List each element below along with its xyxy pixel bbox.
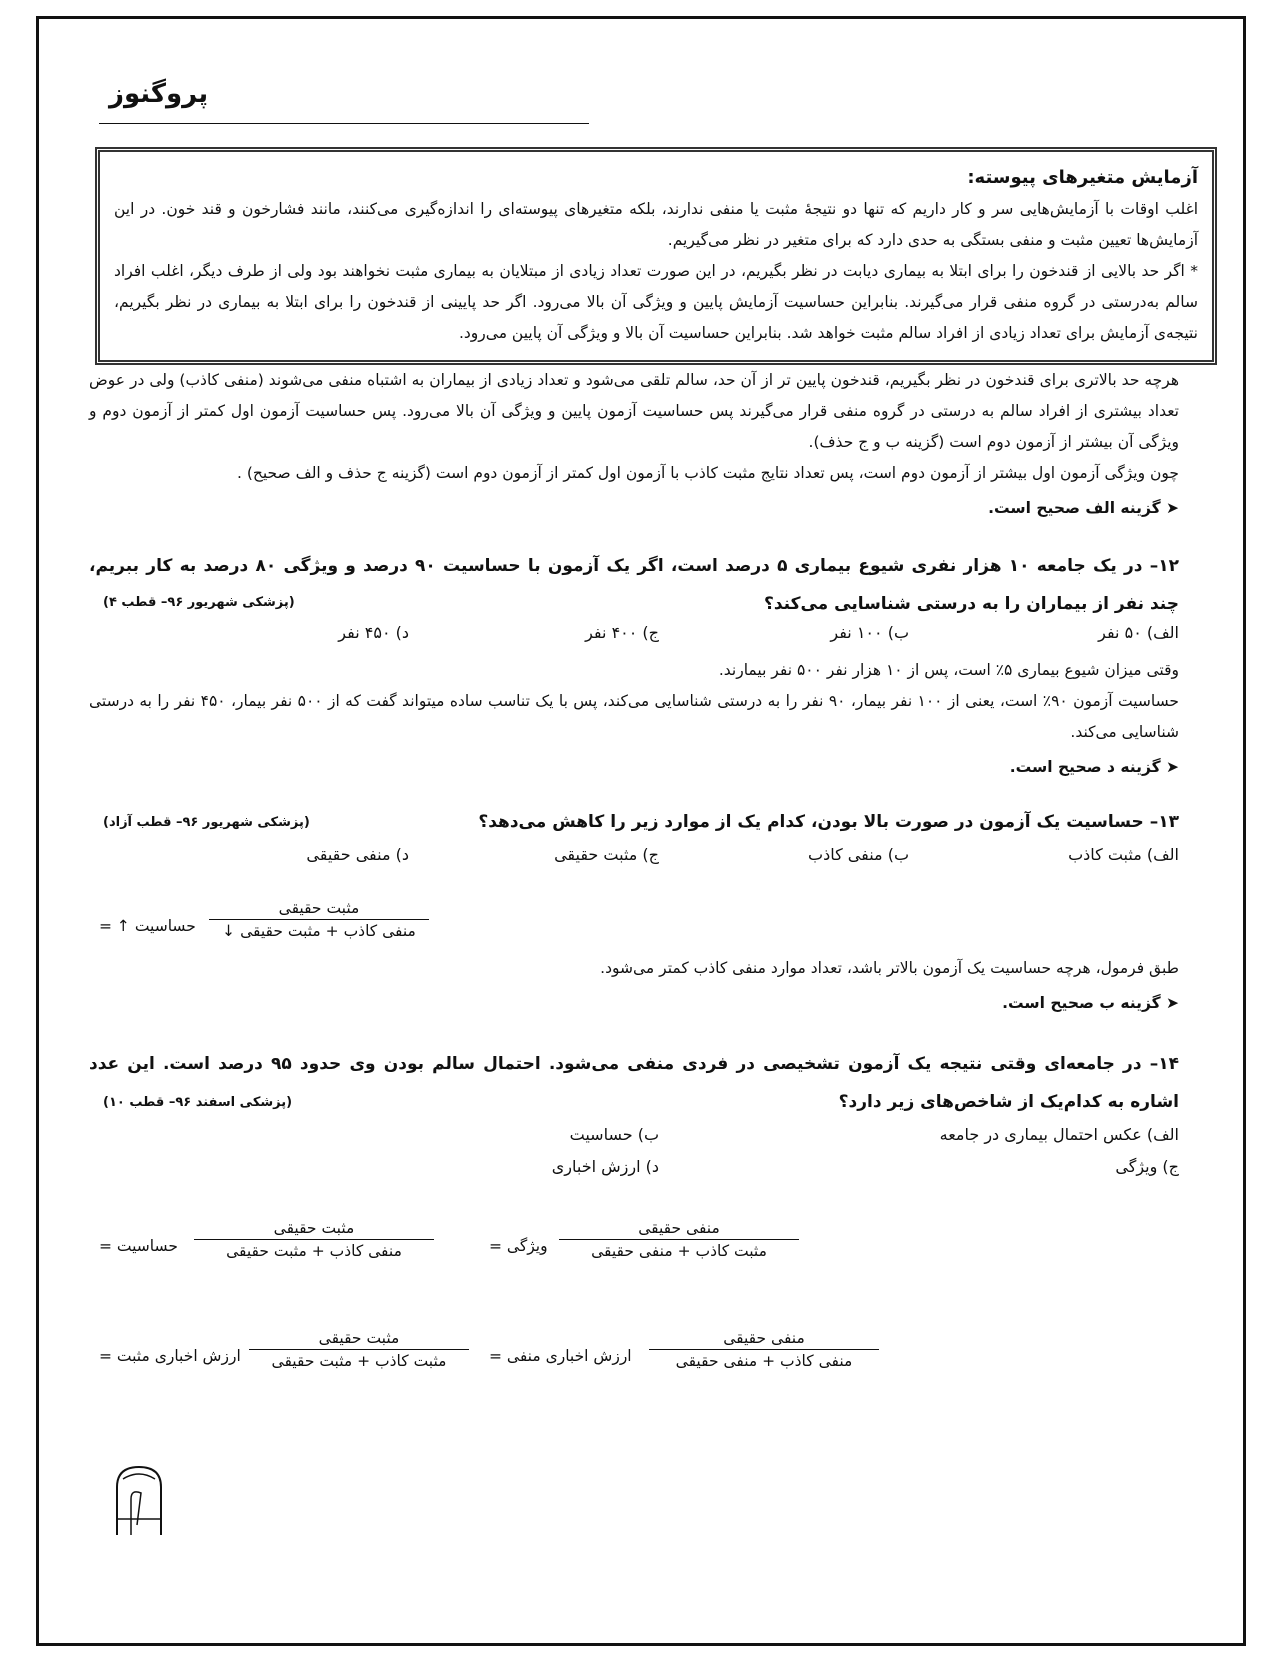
q13-option-c: ج) مثبت حقیقی — [554, 845, 659, 864]
box-paragraph-2: * اگر حد بالایی از قندخون را برای ابتلا به بیماری دیابت در نظر بگیریم، در این صورت تعداد زیادی از مبتلایان به بیماری مثبت نخواهند بود ولی از طرف دیگر، اغلب افراد سالم به‌درستی در گروه منفی قرار می‌گیرند. بنابراین حساسیت آزمایش پایین و ویژگی آن بالا می‌رود. اگر حد پایینی از قندخون را برای ابتلا به بیماری در نظر بگیریم، نتیجه‌ی آزمایش برای تعداد زیادی از افراد سالم مثبت خواهد شد. بنابراین حساسیت آن بالا و ویژگی آن پایین می‌رود. — [114, 262, 1198, 342]
q14-option-b: ب) حساسیت — [569, 1125, 659, 1144]
sensitivity-formula-13 — [99, 899, 439, 959]
q12-result: ➤ گزینه د صحیح است. — [1009, 758, 1179, 776]
answer-11-result: ➤ گزینه الف صحیح است. — [988, 499, 1179, 517]
fraction-numerator: مثبت حقیقی — [209, 899, 429, 920]
q14-option-a: الف) عکس احتمال بیماری در جامعه — [939, 1125, 1179, 1144]
question-13-source: (پزشکی شهریور ۹۶– قطب آزاد) — [103, 815, 310, 830]
q13-explanation: طبق فرمول، هرچه حساسیت یک آزمون بالاتر باشد، تعداد موارد منفی کاذب کمتر می‌شود. — [600, 959, 1179, 977]
fraction-denominator: مثبت کاذب + مثبت حقیقی — [271, 1352, 447, 1370]
q12-explanation-2: حساسیت آزمون ۹۰٪ است، یعنی از ۱۰۰ نفر بیمار، ۹۰ نفر را به درستی شناسایی می‌کند، پس با یک تناسب ساده میتواند گفت که از ۵۰۰ نفر بیمار، ۴۵۰ نفر را به درستی شناسایی می‌کند. — [89, 692, 1179, 741]
continuous-variable-box — [95, 147, 1217, 365]
answer-11-paragraph-1: هرچه حد بالاتری برای قندخون در نظر بگیریم، قندخون پایین تر از آن حد، سالم تلقی می‌شود و تعداد زیادی از بیماران به اشتباه منفی می‌شوند (منفی کاذب) ولی در عوض تعداد بیشتری از افراد سالم به درستی در گروه منفی قرار می‌گیرند پس حساسیت آزمون پایین و ویژگی آن بالا می‌رود. پس حساسیت آزمون اول کمتر از آزمون دوم و ویژگی آن بیشتر از آزمون دوم است (گزینه ب و ج حذف). — [89, 371, 1179, 451]
question-12-explanation — [89, 655, 1179, 783]
fraction — [249, 1329, 469, 1370]
fraction-denominator: منفی کاذب + مثبت حقیقی ↓ — [222, 922, 416, 940]
q14-option-c: ج) ویژگی — [1115, 1157, 1179, 1176]
handwritten-mark — [109, 1459, 169, 1539]
fraction — [209, 899, 429, 940]
q13-result: ➤ گزینه ب صحیح است. — [1002, 994, 1179, 1012]
negative-predictive-value-formula — [489, 1329, 909, 1389]
formula-label: ارزش اخباری منفی = — [489, 1347, 632, 1365]
q12-option-c: ج) ۴۰۰ نفر — [585, 623, 659, 642]
question-13-explanation — [89, 953, 1179, 1019]
answer-11 — [89, 365, 1179, 524]
question-14-source: (پزشکی اسفند ۹۶– قطب ۱۰) — [103, 1095, 293, 1110]
fraction — [559, 1219, 799, 1260]
question-12-source: (پزشکی شهریور ۹۶– قطب ۴) — [103, 595, 295, 610]
q13-option-d: د) منفی حقیقی — [306, 845, 409, 864]
fraction — [194, 1219, 434, 1260]
fraction — [649, 1329, 879, 1370]
fraction-denominator: منفی کاذب + مثبت حقیقی — [226, 1242, 402, 1260]
question-13-text: ۱۳– حساسیت یک آزمون در صورت بالا بودن، کدام یک از موارد زیر را کاهش می‌دهد؟ — [478, 812, 1179, 832]
box-paragraph-1: اغلب اوقات با آزمایش‌هایی سر و کار داریم که تنها دو نتیجهٔ مثبت یا منفی ندارند، بلکه متغیرهای پیوسته‌ای را اندازه‌گیری می‌کنند، مانند فشارخون و قند خون. در این آزمایش‌ها تعیین مثبت و منفی بستگی به حدی دارد که برای متغیر در نظر می‌گیریم. — [114, 200, 1198, 249]
fraction-denominator: منفی کاذب + منفی حقیقی — [675, 1352, 853, 1370]
positive-predictive-value-formula — [99, 1329, 479, 1389]
question-14-text: ۱۴– در جامعه‌ای وقتی نتیجه یک آزمون تشخیصی در فردی منفی می‌شود. احتمال سالم بودن وی حدود ۹۵ درصد است. این عدد اشاره به کدام‌یک از شاخص‌های زیر دارد؟ — [89, 1054, 1179, 1112]
formula-label: ویژگی = — [489, 1237, 548, 1255]
specificity-formula — [489, 1219, 829, 1279]
page — [36, 16, 1246, 1646]
fraction-numerator: مثبت حقیقی — [194, 1219, 434, 1240]
fraction-numerator: مثبت حقیقی — [249, 1329, 469, 1350]
logo: پروگنوز — [109, 79, 209, 109]
fraction-denominator: مثبت کاذب + منفی حقیقی — [591, 1242, 767, 1260]
question-12-options — [89, 623, 1179, 653]
fraction-numerator: منفی حقیقی — [559, 1219, 799, 1240]
q14-option-d: د) ارزش اخباری — [551, 1157, 659, 1176]
q12-explanation-1: وقتی میزان شیوع بیماری ۵٪ است، پس از ۱۰ هزار نفر ۵۰۰ نفر بیمارند. — [718, 661, 1179, 679]
question-14-options — [89, 1125, 1179, 1189]
formula-label: حساسیت ↑ = — [99, 917, 196, 935]
box-title: آزمایش متغیرهای پیوسته: — [967, 167, 1198, 188]
q13-option-b: ب) منفی کاذب — [808, 845, 909, 864]
question-13-options — [89, 845, 1179, 875]
formula-label: ارزش اخباری مثبت = — [99, 1347, 241, 1365]
q13-option-a: الف) مثبت کاذب — [1068, 845, 1179, 864]
q12-option-a: الف) ۵۰ نفر — [1098, 623, 1179, 642]
header-rule — [99, 123, 589, 124]
question-12-text: ۱۲– در یک جامعه ۱۰ هزار نفری شیوع بیماری ۵ درصد است، اگر یک آزمون با حساسیت ۹۰ درصد و ویژگی ۸۰ درصد به کار ببریم، چند نفر از بیماران را به درستی شناسایی می‌کند؟ — [89, 556, 1179, 614]
q12-option-b: ب) ۱۰۰ نفر — [830, 623, 909, 642]
formula-label: حساسیت = — [99, 1237, 178, 1255]
answer-11-paragraph-2: چون ویژگی آزمون اول بیشتر از آزمون دوم است، پس تعداد نتایج مثبت کاذب با آزمون اول کمتر از آزمون دوم است (گزینه ج حذف و الف صحیح) . — [236, 464, 1179, 482]
q12-option-d: د) ۴۵۰ نفر — [338, 623, 409, 642]
fraction-numerator: منفی حقیقی — [649, 1329, 879, 1350]
sensitivity-formula — [99, 1219, 439, 1279]
